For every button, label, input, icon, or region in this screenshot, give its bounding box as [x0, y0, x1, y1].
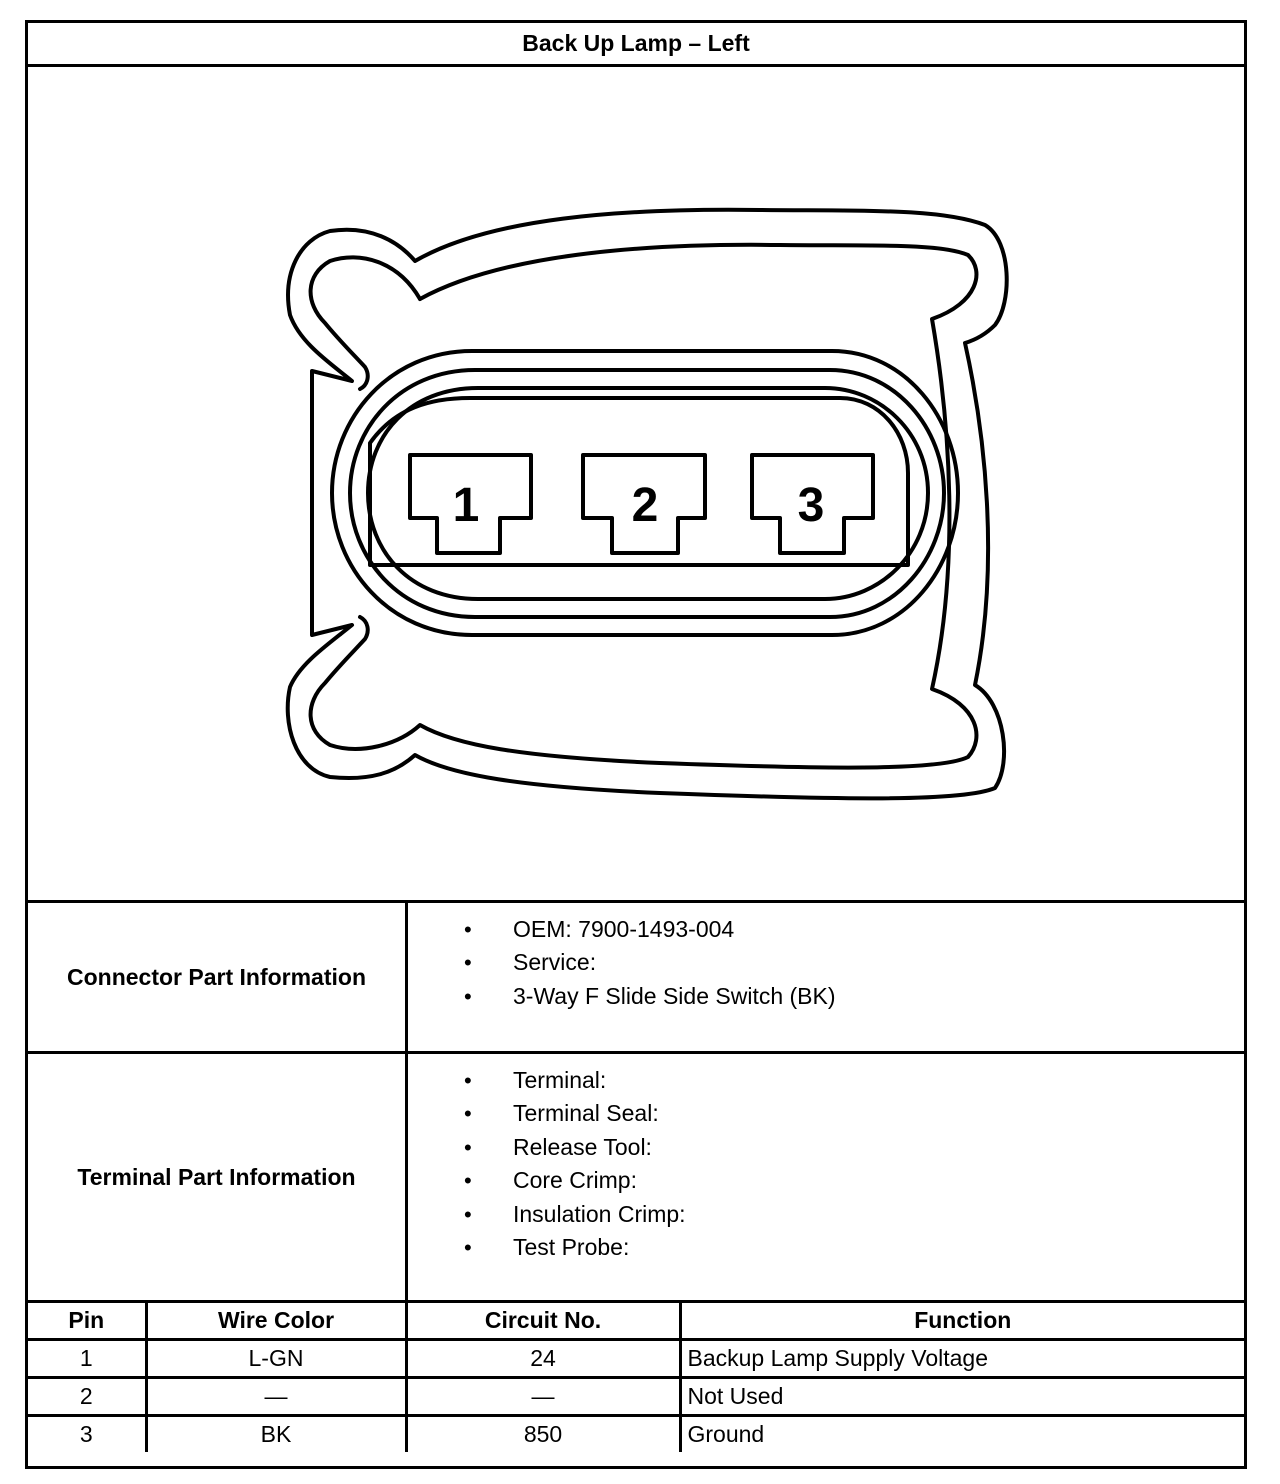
connector-part-info-label: Connector Part Information — [28, 903, 408, 1051]
cell-function: Ground — [680, 1416, 1244, 1453]
page-title: Back Up Lamp – Left — [28, 23, 1244, 67]
pin-table — [28, 1300, 1244, 1452]
connector-face-drawing — [28, 67, 1244, 900]
cell-function: Not Used — [680, 1378, 1244, 1416]
header-function: Function — [680, 1302, 1244, 1340]
pin-label-2: 2 — [631, 479, 659, 532]
connector-face-svg — [28, 67, 1244, 900]
list-item: • Service: — [408, 946, 836, 979]
connector-part-info-row — [28, 900, 1244, 1051]
cell-pin: 1 — [28, 1340, 146, 1378]
table-row — [28, 1378, 1244, 1416]
pin-label-3: 3 — [797, 479, 825, 532]
cell-circuit-no: — — [406, 1378, 680, 1416]
cell-wire-color: — — [146, 1378, 406, 1416]
table-row — [28, 1416, 1244, 1453]
terminal-part-info-list — [408, 1054, 686, 1264]
list-item: • Core Crimp: — [408, 1164, 686, 1197]
cell-circuit-no: 850 — [406, 1416, 680, 1453]
header-circuit-no: Circuit No. — [406, 1302, 680, 1340]
list-item: • Test Probe: — [408, 1231, 686, 1264]
pin-label-1: 1 — [452, 479, 480, 532]
list-item: • Terminal: — [408, 1064, 686, 1097]
cell-circuit-no: 24 — [406, 1340, 680, 1378]
list-item: • Terminal Seal: — [408, 1097, 686, 1130]
terminal-part-info-label: Terminal Part Information — [28, 1054, 408, 1300]
list-item: • OEM: 7900-1493-004 — [408, 913, 836, 946]
cell-pin: 3 — [28, 1416, 146, 1453]
connector-sheet — [25, 20, 1247, 1469]
list-item: • 3-Way F Slide Side Switch (BK) — [408, 980, 836, 1013]
pin-table-header — [28, 1302, 1244, 1340]
header-wire-color: Wire Color — [146, 1302, 406, 1340]
terminal-part-info-row — [28, 1051, 1244, 1300]
table-row — [28, 1340, 1244, 1378]
cell-wire-color: L-GN — [146, 1340, 406, 1378]
list-item: • Release Tool: — [408, 1131, 686, 1164]
list-item: • Insulation Crimp: — [408, 1198, 686, 1231]
header-pin: Pin — [28, 1302, 146, 1340]
cell-wire-color: BK — [146, 1416, 406, 1453]
connector-part-info-list — [408, 903, 836, 1013]
cell-function: Backup Lamp Supply Voltage — [680, 1340, 1244, 1378]
cell-pin: 2 — [28, 1378, 146, 1416]
